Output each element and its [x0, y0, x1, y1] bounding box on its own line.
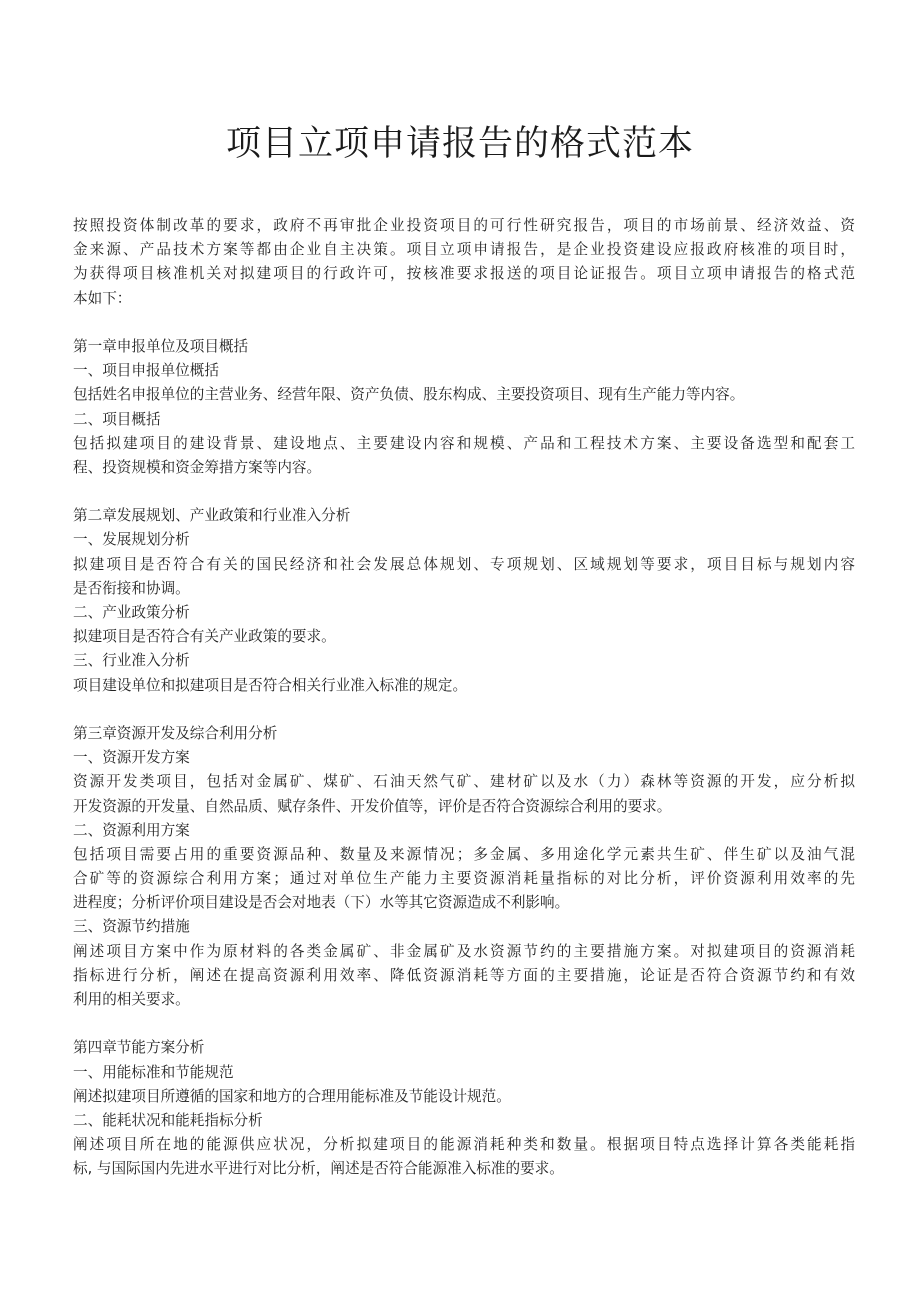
- text-line: 第一章申报单位及项目概括: [73, 337, 249, 355]
- text-line: 第三章资源开发及综合利用分析: [73, 724, 278, 742]
- text-line: 指标进行分析，阐述在提高资源利用效率、降低资源消耗等方面的主要措施，论证是否符合资源节约和有效: [73, 966, 855, 984]
- text-line: 阐述项目所在地的能源供应状况，分析拟建项目的能源消耗种类和数量。根据项目特点选择计算各类能耗指: [73, 1136, 855, 1154]
- text-line: 三、行业准入分析: [73, 652, 190, 670]
- text-line: 阐述拟建项目所遵循的国家和地方的合理用能标准及节能设计规范。: [73, 1087, 511, 1105]
- paragraph: [73, 770, 855, 818]
- text-line: 按照投资体制改革的要求，政府不再审批企业投资项目的可行性研究报告，项目的市场前景、经济效益、资: [73, 217, 855, 234]
- paragraph-spacer: [73, 698, 855, 722]
- text-line: 二、产业政策分析: [73, 604, 190, 621]
- text-line: 包括拟建项目的建设背景、建设地点、主要建设内容和规模、产品和工程技术方案、主要设备选型和配套工: [73, 434, 855, 452]
- paragraph-spacer: [73, 480, 855, 504]
- section-heading: [73, 601, 855, 625]
- text-line: 本如下：: [73, 289, 132, 307]
- paragraph-spacer: [73, 311, 855, 335]
- section-heading: [73, 819, 855, 843]
- text-line: 三、资源节约措施: [73, 918, 190, 936]
- text-line: 金来源、产品技术方案等都由企业自主决策。项目立项申请报告，是企业投资建设应报政府核准的项目时，: [73, 241, 855, 259]
- section-heading: [73, 1109, 855, 1133]
- paragraph-spacer: [73, 1012, 855, 1036]
- text-line: 开发资源的开发量、自然品质、赋存条件、开发价值等，评价是否符合资源综合利用的要求。: [73, 797, 672, 815]
- paragraph: [73, 625, 855, 649]
- section-heading: [73, 746, 855, 770]
- text-line: 一、用能标准和节能规范: [73, 1063, 234, 1081]
- text-line: 第二章发展规划、产业政策和行业准入分析: [73, 507, 351, 525]
- section-heading: [73, 359, 855, 383]
- paragraph: [73, 1133, 855, 1181]
- section-heading: [73, 649, 855, 673]
- text-line: 进程度；分析评价项目建设是否会对地表（下）水等其它资源造成不利影响。: [73, 894, 570, 912]
- text-line: 是否衔接和协调。: [73, 579, 190, 597]
- text-line: 包括项目需要占用的重要资源品种、数量及来源情况；多金属、多用途化学元素共生矿、伴生矿以及油气混: [73, 845, 855, 863]
- text-line: 包括姓名申报单位的主营业务、经营年限、资产负债、股东构成、主要投资项目、现有生产能力等内容。: [73, 386, 745, 404]
- document-body: [73, 214, 855, 1182]
- document-title: 项目立项申请报告的格式范本: [225, 124, 694, 164]
- section-heading: [73, 528, 855, 552]
- text-line: 一、发展规划分析: [73, 531, 190, 549]
- section-heading: [73, 1036, 855, 1060]
- text-line: 拟建项目是否符合有关产业政策的要求。: [73, 628, 336, 646]
- text-line: 利用的相关要求。: [73, 991, 190, 1008]
- text-line: 第四章节能方案分析: [73, 1039, 205, 1057]
- section-heading: [73, 1061, 855, 1085]
- section-heading: [73, 335, 855, 359]
- text-line: 阐述项目方案中作为原材料的各类金属矿、非金属矿及水资源节约的主要措施方案。对拟建项目的资源消耗: [73, 942, 855, 960]
- paragraph: [73, 214, 855, 311]
- text-line: 拟建项目是否符合有关的国民经济和社会发展总体规划、专项规划、区域规划等要求，项目目标与规划内容: [73, 555, 855, 573]
- text-line: 二、资源利用方案: [73, 821, 190, 839]
- text-line: 二、项目概括: [73, 410, 161, 428]
- paragraph: [73, 432, 855, 480]
- section-heading: [73, 722, 855, 746]
- section-heading: [73, 504, 855, 528]
- text-line: 项目建设单位和拟建项目是否符合相关行业准入标准的规定。: [73, 676, 468, 694]
- text-line: 标, 与国际国内先进水平进行对比分析，阐述是否符合能源准入标准的要求。: [73, 1160, 564, 1178]
- text-line: 一、项目申报单位概括: [73, 362, 219, 380]
- paragraph: [73, 843, 855, 916]
- section-heading: [73, 408, 855, 432]
- section-heading: [73, 915, 855, 939]
- paragraph: [73, 553, 855, 601]
- text-line: 程、投资规模和资金筹措方案等内容。: [73, 458, 322, 476]
- paragraph: [73, 383, 855, 407]
- text-line: 合矿等的资源综合利用方案；通过对单位生产能力主要资源消耗量指标的对比分析，评价资源利用效率的先: [73, 870, 855, 888]
- text-line: 资源开发类项目，包括对金属矿、煤矿、石油天然气矿、建材矿以及水（力）森林等资源的开发，应分析拟: [73, 773, 855, 791]
- paragraph: [73, 674, 855, 698]
- paragraph: [73, 940, 855, 1013]
- text-line: 为获得项目核准机关对拟建项目的行政许可，按核准要求报送的项目论证报告。项目立项申请报告的格式范: [73, 265, 855, 283]
- text-line: 一、资源开发方案: [73, 749, 190, 767]
- paragraph: [73, 1085, 855, 1109]
- text-line: 二、能耗状况和能耗指标分析: [73, 1111, 263, 1129]
